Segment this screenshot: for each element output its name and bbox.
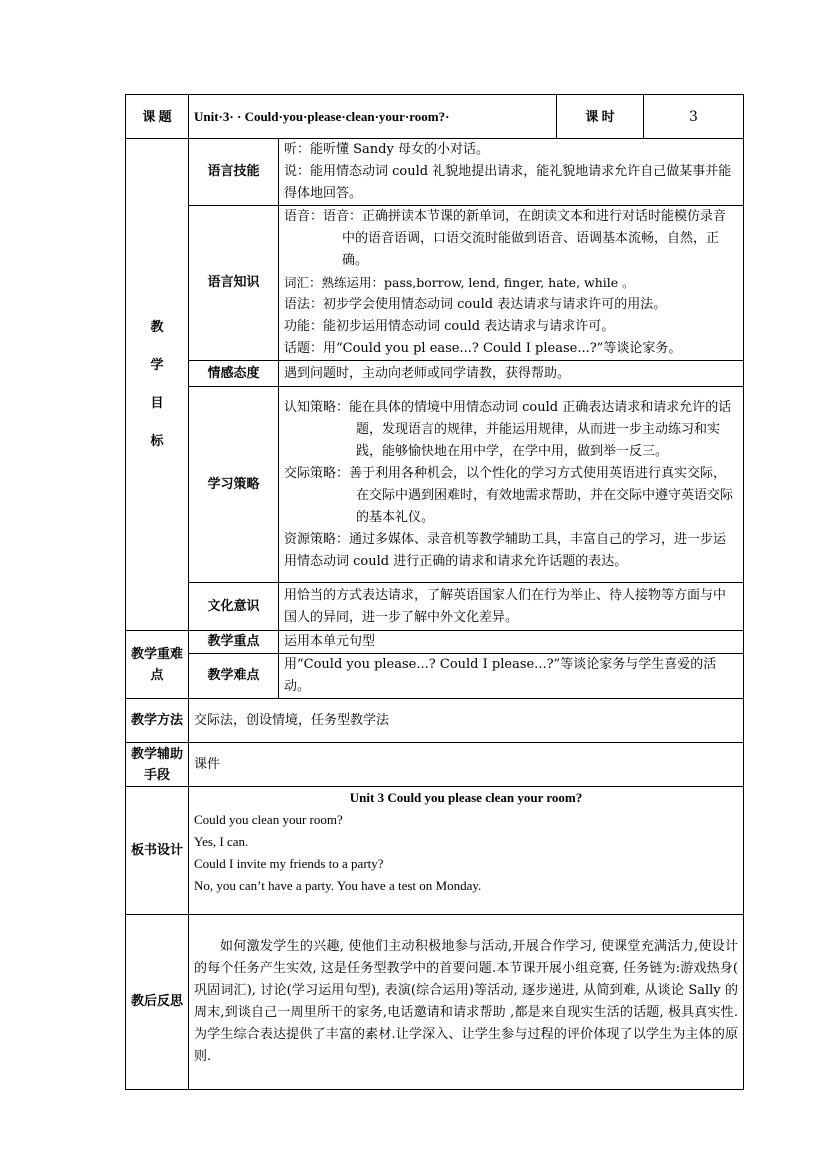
key-difficulty-row xyxy=(126,654,744,699)
attitude-label: 情感态度 xyxy=(189,361,279,387)
reflection-label: 教后反思 xyxy=(126,915,189,1090)
methods-label: 教学方法 xyxy=(126,699,189,743)
focus-label: 教学重点 xyxy=(189,631,279,654)
language-skills-label: 语言技能 xyxy=(189,139,279,206)
period-label: 课 时 xyxy=(557,95,644,139)
language-knowledge-label: 语言知识 xyxy=(189,206,279,361)
board-title: Unit 3 Could you please clean your room? xyxy=(349,790,583,805)
objective-culture xyxy=(126,583,744,631)
lesson-plan-table xyxy=(125,94,744,1090)
focus-content: 运用本单元句型 xyxy=(279,631,744,654)
difficulty-content: 用“Could you please...? Could I please...?”等谈论家务与学生喜爱的活动。 xyxy=(279,654,744,699)
methods-row xyxy=(126,699,744,743)
topic-label: 课 题 xyxy=(126,95,189,139)
difficulty-label: 教学难点 xyxy=(189,654,279,699)
objective-attitude xyxy=(126,361,744,387)
culture-content: 用恰当的方式表达请求，了解英语国家人们在行为举止、待人接物等方面与中国人的异同，进一步了解中外文化差异。 xyxy=(279,583,744,631)
strategies-content: 认知策略：能在具体的情境中用情态动词 could 正确表达请求和请求允许的话题，发现语言的规律，并能运用规律，从而进一步主动练习和实践，能够愉快地在用中学，在学中用，做到举一反三。 交际策略：善于利用各种机会，以个性化的学习方式使用英语进行真实交际，在交际中遇到困难时，有效地需求帮助，并在交际中遵守英语交际的基本礼仪。 资源策略：通过多媒体、录音机等教学辅助工具，丰富自己的学习，进一步运用情态动词 could 进行正确的请求和请求允许话题的表达。 xyxy=(279,387,744,583)
topic-title: Unit·3· · Could·you·please·clean·your·room?· xyxy=(189,95,557,139)
header-row xyxy=(126,95,744,139)
attitude-content: 遇到问题时，主动向老师或同学请教，获得帮助。 xyxy=(279,361,744,387)
key-points-label: 教学重难点 xyxy=(126,631,189,699)
aids-content: 课件 xyxy=(189,743,744,787)
objective-language-knowledge xyxy=(126,206,744,361)
methods-content: 交际法，创设情境，任务型教学法 xyxy=(189,699,744,743)
language-skills-content: 听：能听懂 Sandy 母女的小对话。 说：能用情态动词 could 礼貌地提出请求，能礼貌地请求允许自己做某事并能得体地回答。 xyxy=(279,139,744,206)
objective-strategies xyxy=(126,387,744,583)
reflection-content: 如何激发学生的兴趣, 使他们主动积极地参与活动,开展合作学习, 使课堂充满活力,使设计的每个任务产生实效, 这是任务型教学中的首要问题.本节课开展小组竞赛, 任务链为:游戏热身( 巩固词汇), 讨论(学习运用句型), 表演(综合运用)等活动, 逐步递进, 从简到难, 从谈论 Sally 的周末,到谈自己一周里所干的家务,电话邀请和请求帮助 ,都是来自现实生活的话题, 极具真实性. 为学生综合表达提供了丰富的素材.让学深入、让学生参与过程的评价体现了以学生为主体的原则. xyxy=(189,915,744,1090)
culture-label: 文化意识 xyxy=(189,583,279,631)
aids-label: 教学辅助手段 xyxy=(126,743,189,787)
key-focus-row xyxy=(126,631,744,654)
language-knowledge-content: 语音：语音：正确拼读本节课的新单词，在朗读文本和进行对话时能模仿录音中的语音语调，口语交流时能做到语音、语调基本流畅，自然，正确。 词汇：熟练运用：pass,borrow, lend, finger, hate, while 。 语法：初步学会使用情态动词 could 表达请求与请求许可的用法。 功能：能初步运用情态动词 could 表达请求与请求许可。 话题：用“Could you pl ease...? Could I please...?”等谈论家务。 xyxy=(279,206,744,361)
objective-language-skills xyxy=(126,139,744,206)
objectives-label: 教 学 目 标 xyxy=(126,139,189,631)
board-label: 板书设计 xyxy=(126,787,189,915)
board-row xyxy=(126,787,744,915)
strategies-label: 学习策略 xyxy=(189,387,279,583)
board-content: Unit 3 Could you please clean your room? Could you clean your room? Yes, I can. Could I invite my friends to a party? No, you can’t have a party. You have a test on Monday. xyxy=(189,787,744,915)
aids-row xyxy=(126,743,744,787)
period-value: 3 xyxy=(644,95,744,139)
reflection-row xyxy=(126,915,744,1090)
